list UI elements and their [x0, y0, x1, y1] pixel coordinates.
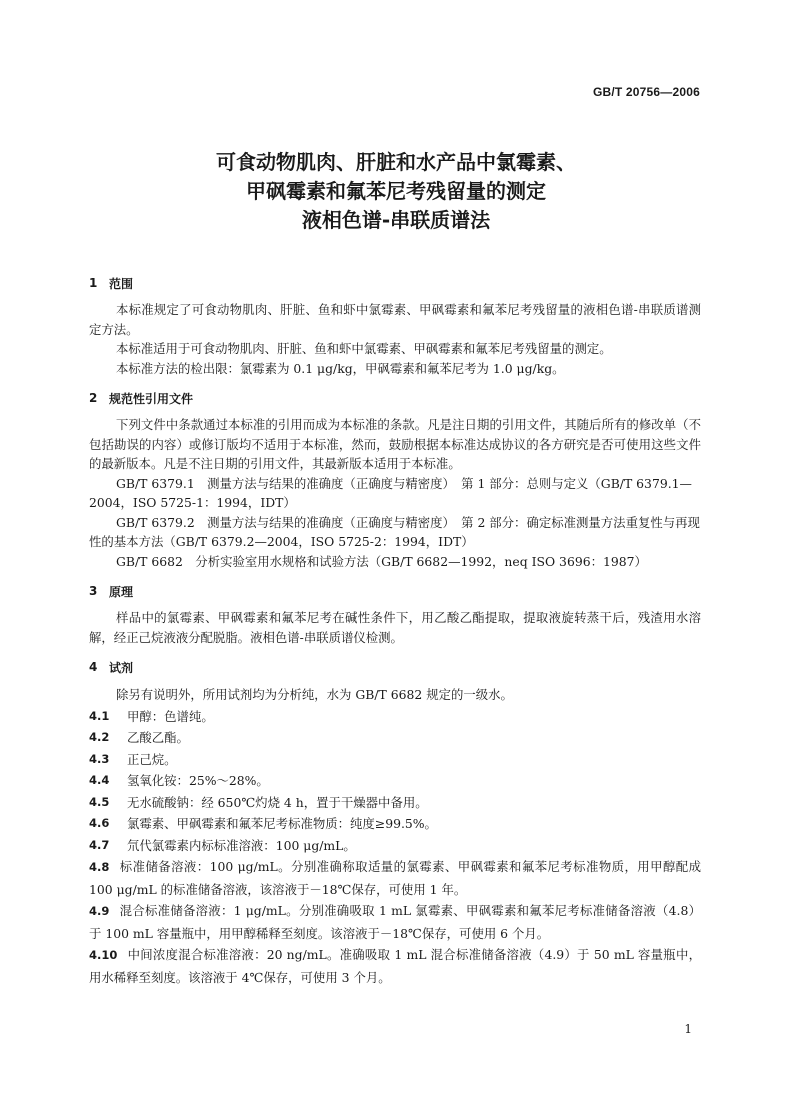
list-item: 4.5 无水硫酸钠：经 650℃灼烧 4 h，置于干燥器中备用。 — [89, 794, 428, 810]
title-line-3: 液相色谱-串联质谱法 — [301, 208, 491, 232]
list-item: 4.3 正己烷。 — [89, 751, 177, 767]
list-item: 4.8 标准储备溶液：100 μg/mL。分别准确称取适量的氯霉素、甲砜霉素和氟苯尼考标准物质，用甲醇配成 100 μg/mL 的标准储备溶液，该溶液于－18℃保存，可使用 1 年。 — [89, 859, 701, 897]
list-item: 4.9 混合标准储备溶液：1 μg/mL。分别准确吸取 1 mL 氯霉素、甲砜霉素和氟苯尼考标准储备溶液（4.8）于 100 mL 容量瓶中，用甲醇稀释至刻度。该溶液于－18℃保存，可使用 6 个月。 — [89, 903, 701, 941]
standard-code: GB/T 20756—2006 — [592, 85, 700, 99]
list-item: 4.2 乙酸乙酯。 — [89, 730, 189, 745]
list-item: 4.10 中间浓度混合标准溶液：20 ng/mL。准确吸取 1 mL 混合标准储备溶液（4.9）于 50 mL 容量瓶中，用水稀释至刻度。该溶液于 4℃保存，可使用 3 个月。 — [89, 947, 701, 985]
paragraph: 样品中的氯霉素、甲砜霉素和氟苯尼考在碱性条件下，用乙酸乙酯提取，提取液旋转蒸干后，残渣用水溶解，经正己烷液液分配脱脂。液相色谱-串联质谱仪检测。 — [89, 610, 701, 645]
section-heading-scope: 1 范围 — [89, 276, 134, 291]
title-line-2: 甲砜霉素和氟苯尼考残留量的测定 — [246, 179, 546, 203]
section-heading-principle: 3 原理 — [89, 584, 134, 599]
list-item: 4.6 氯霉素、甲砜霉素和氟苯尼考标准物质：纯度≥99.5%。 — [89, 816, 437, 831]
paragraph: 本标准方法的检出限：氯霉素为 0.1 μg/kg，甲砜霉素和氟苯尼考为 1.0 μg/kg。 — [116, 360, 565, 376]
document-title — [0, 148, 792, 235]
paragraph: 本标准规定了可食动物肌肉、肝脏、鱼和虾中氯霉素、甲砜霉素和氟苯尼考残留量的液相色谱-串联质谱测定方法。 — [89, 302, 701, 337]
reference-item: GB/T 6379.2 测量方法与结果的准确度（正确度与精密度） 第 2 部分：确定标准测量方法重复性与再现性的基本方法（GB/T 6379.2—2004，ISO 5725-2：1994，IDT） — [89, 514, 700, 549]
page-number: 1 — [684, 1022, 692, 1036]
list-item: 4.1 甲醇：色谱纯。 — [89, 708, 214, 724]
paragraph: 本标准适用于可食动物肌肉、肝脏、鱼和虾中氯霉素、甲砜霉素和氟苯尼考残留量的测定。 — [116, 341, 612, 356]
list-item: 4.4 氢氧化铵：25%～28%。 — [89, 773, 269, 788]
list-item: 4.7 氘代氯霉素内标标准溶液：100 μg/mL。 — [89, 837, 356, 853]
reference-item: GB/T 6682 分析实验室用水规格和试验方法（GB/T 6682—1992，neq ISO 3696：1987） — [116, 553, 647, 569]
reference-item: GB/T 6379.1 测量方法与结果的准确度（正确度与精密度） 第 1 部分：总则与定义（GB/T 6379.1—2004，ISO 5725-1：1994，IDT） — [89, 475, 692, 510]
section-heading-reagents: 4 试剂 — [89, 660, 134, 675]
document-body — [89, 272, 701, 988]
paragraph: 下列文件中条款通过本标准的引用而成为本标准的条款。凡是注日期的引用文件，其随后所有的修改单（不包括勘误的内容）或修订版均不适用于本标准，然而，鼓励根据本标准达成协议的各方研究是否可使用这些文件的最新版本。凡是不注日期的引用文件，其最新版本适用于本标准。 — [89, 417, 701, 471]
title-line-1: 可食动物肌肉、肝脏和水产品中氯霉素、 — [216, 150, 576, 174]
paragraph: 除另有说明外，所用试剂均为分析纯，水为 GB/T 6682 规定的一级水。 — [116, 687, 513, 702]
section-heading-references: 2 规范性引用文件 — [89, 391, 194, 406]
